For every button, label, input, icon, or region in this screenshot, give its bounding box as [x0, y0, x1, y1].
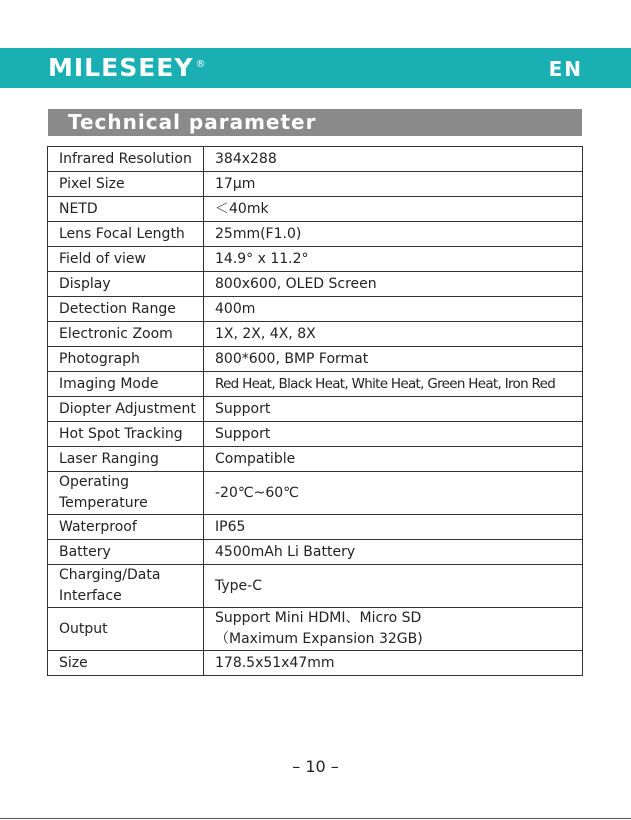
table-row: [48, 397, 583, 422]
spec-value-line: （Maximum Expansion 32GB): [215, 631, 423, 647]
table-row: [48, 540, 583, 565]
spec-label: Pixel Size: [48, 172, 204, 197]
spec-value: 800x600, OLED Screen: [204, 272, 583, 297]
spec-value: 178.5x51x47mm: [204, 651, 583, 676]
table-row: [48, 472, 583, 515]
section-title: Technical parameter: [68, 110, 317, 134]
spec-label: Photograph: [48, 347, 204, 372]
spec-label: Lens Focal Length: [48, 222, 204, 247]
spec-label: NETD: [48, 197, 204, 222]
spec-label: Operating Temperature: [48, 472, 204, 515]
spec-value: Support: [204, 397, 583, 422]
spec-label: Charging/Data Interface: [48, 565, 204, 608]
table-row: [48, 565, 583, 608]
spec-value: 384x288: [204, 147, 583, 172]
spec-label: Display: [48, 272, 204, 297]
spec-value: [204, 608, 583, 651]
registered-mark: ®: [195, 59, 207, 70]
spec-table: [47, 146, 583, 676]
table-row: [48, 651, 583, 676]
spec-value: 400m: [204, 297, 583, 322]
table-row: [48, 422, 583, 447]
table-row: [48, 347, 583, 372]
table-row: [48, 297, 583, 322]
spec-value: 17μm: [204, 172, 583, 197]
page-number: – 10 –: [292, 757, 339, 776]
spec-label: Detection Range: [48, 297, 204, 322]
table-row: [48, 272, 583, 297]
spec-label: Output: [48, 608, 204, 651]
spec-value-line: Support Mini HDMI、Micro SD: [215, 610, 422, 626]
spec-label: Waterproof: [48, 515, 204, 540]
table-row: [48, 372, 583, 397]
language-label: EN: [548, 57, 583, 81]
spec-label: Electronic Zoom: [48, 322, 204, 347]
brand-name: MILESEEY: [48, 53, 194, 82]
spec-value: ＜40mk: [204, 197, 583, 222]
spec-value: 14.9° x 11.2°: [204, 247, 583, 272]
table-row: [48, 172, 583, 197]
spec-label: Battery: [48, 540, 204, 565]
table-row: [48, 515, 583, 540]
section-title-bar: [48, 109, 582, 136]
header-bar: [0, 48, 631, 88]
spec-value: Support: [204, 422, 583, 447]
table-row: [48, 147, 583, 172]
spec-value: 25mm(F1.0): [204, 222, 583, 247]
table-row: [48, 247, 583, 272]
spec-value: IP65: [204, 515, 583, 540]
spec-value: Red Heat, Black Heat, White Heat, Green Heat, Iron Red: [204, 372, 583, 397]
brand-logo: [48, 52, 206, 84]
spec-label: Field of view: [48, 247, 204, 272]
bottom-divider: [0, 818, 631, 819]
spec-label: Imaging Mode: [48, 372, 204, 397]
spec-value: Compatible: [204, 447, 583, 472]
spec-value: 1X, 2X, 4X, 8X: [204, 322, 583, 347]
table-row: [48, 447, 583, 472]
table-row: [48, 197, 583, 222]
spec-value: 4500mAh Li Battery: [204, 540, 583, 565]
table-row: [48, 608, 583, 651]
spec-label: Diopter Adjustment: [48, 397, 204, 422]
spec-value: Type-C: [204, 565, 583, 608]
table-row: [48, 222, 583, 247]
spec-label: Size: [48, 651, 204, 676]
spec-label: Laser Ranging: [48, 447, 204, 472]
spec-value: 800*600, BMP Format: [204, 347, 583, 372]
table-row: [48, 322, 583, 347]
spec-label: Hot Spot Tracking: [48, 422, 204, 447]
spec-label: Infrared Resolution: [48, 147, 204, 172]
spec-value: -20℃~60℃: [204, 472, 583, 515]
